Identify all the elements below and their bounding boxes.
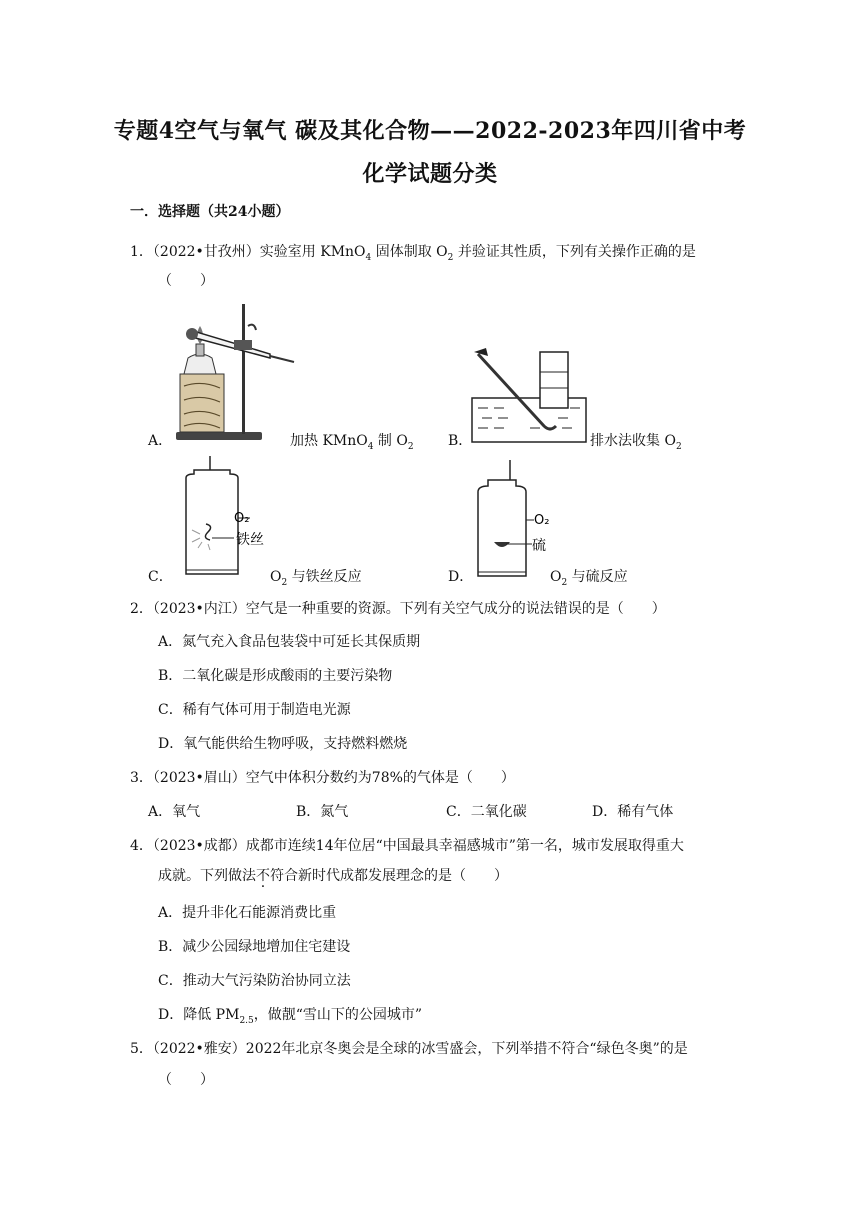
q2-option-b: B．二氧化碳是形成酸雨的主要污染物 [158,668,393,684]
page-title: 专题4空气与氧气 碳及其化合物——2022-2023年四川省中考 [113,118,747,144]
q4-stem-line1: 4．（2023•成都）成都市连续14年位居“中国最具幸福感城市”第一名，城市发展取得重大 [130,838,684,854]
q4-option-a: A．提升非化石能源消费比重 [158,905,337,921]
q1-option-c-caption: $O_2$ 与铁丝反应 [270,569,362,588]
q4-option-d: D．降低 $PM_{2.5}$，做靓“雪山下的公园城市” [158,1007,423,1026]
q1-option-a-label: A． [148,433,173,449]
q2-option-d: D．氧气能供给生物呼吸，支持燃料燃烧 [158,736,408,752]
fig-d-sulfur-label: 硫 [532,538,546,554]
q4-option-c: C．推动大气污染防治协同立法 [158,973,351,989]
q3-option-d: D．稀有气体 [592,804,674,820]
emphasis-dot-word: 不 [256,868,270,884]
q3-option-c: C．二氧化碳 [446,804,527,820]
fig-c-o2-label: O₂ [234,511,250,526]
figure-a-heating-apparatus [170,296,300,444]
q3-option-a: A．氧气 [148,804,201,820]
section-heading: 一．选择题（共24小题） [130,204,290,220]
figure-b-water-collection [468,346,592,446]
q4-option-b: B．减少公园绿地增加住宅建设 [158,939,351,955]
q4-stem-line2: 成就。下列做法不符合新时代成都发展理念的是（ ） [158,868,508,884]
figure-d-sulfur-bottle [468,458,578,580]
q1-stem: 1．（2022•甘孜州）实验室用 KMnO$_4$ 固体制取 $O_2$ 并验证其性质，下列有关操作正确的是 [130,244,696,263]
q2-option-a: A．氮气充入食品包装袋中可延长其保质期 [158,634,421,650]
fig-c-iron-label: 铁丝 [236,532,264,548]
q1-option-c-label: C． [148,569,173,585]
figure-c-iron-wire-bottle [172,454,282,580]
q5-stem: 5．（2022•雅安）2022年北京冬奥会是全球的冰雪盛会，下列举措不符合“绿色冬奥”的是 [130,1041,688,1057]
q2-option-c: C．稀有气体可用于制造电光源 [158,702,351,718]
q2-stem: 2．（2023•内江）空气是一种重要的资源。下列有关空气成分的说法错误的是（ ） [130,601,666,617]
q1-option-a-caption: 加热 KMnO$_4$ 制 $O_2$ [290,433,414,452]
q1-option-d-label: D． [448,569,474,585]
q3-option-b: B．氮气 [296,804,349,820]
q5-answer-paren: （ ） [158,1072,214,1088]
q1-answer-paren: （ ） [158,273,214,289]
q3-stem: 3．（2023•眉山）空气中体积分数约为78%的气体是（ ） [130,770,515,786]
q1-option-b-caption: 排水法收集 $O_2$ [590,433,682,452]
fig-d-o2-label: O₂ [534,513,550,528]
page-subtitle: 化学试题分类 [362,161,498,187]
q1-option-b-label: B． [448,433,473,449]
q1-option-d-caption: $O_2$ 与硫反应 [550,569,628,588]
